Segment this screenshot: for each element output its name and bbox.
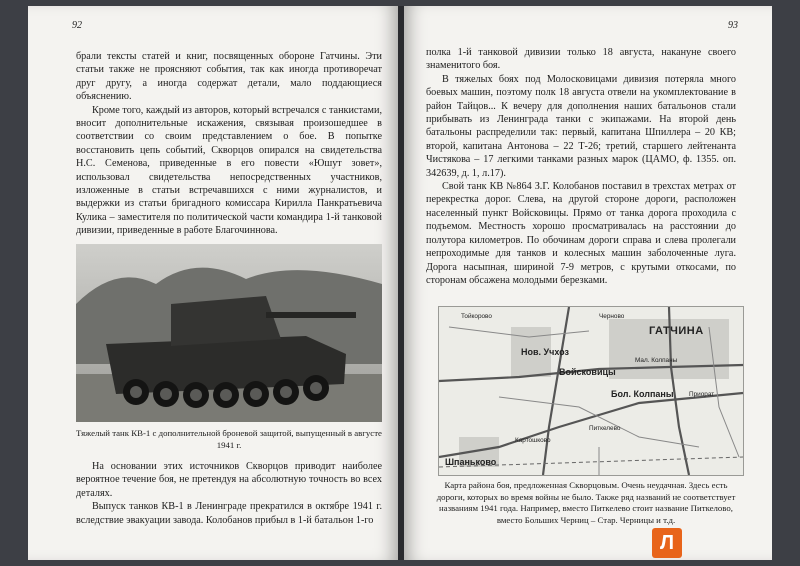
map-label-nov-uchkhoz: Нов. Учхоз <box>521 347 569 357</box>
paragraph: брали тексты статей и книг, посвященных обороне Гатчины. Эти статьи также не проясняют события, так как иногда противоречат друг другу, а иногда содержат детали, мало поддающиеся объяснению. <box>76 51 382 103</box>
map-label-shpankovo: Шпаньково <box>445 457 497 467</box>
map-label-chernovo: Черново <box>599 313 625 320</box>
right-text <box>426 46 736 287</box>
map-caption: Карта района боя, предложенная Скворцовым. Очень неудачная. Здесь есть дороги, которых во время войны не было. Также ряд названий не соответствует названиям 1941 года. Например, вместо Питкелево стоит название Питкелово, вместо Больших Черниц – Стар. Черницы и т.д. <box>436 480 736 525</box>
paragraph: Выпуск танков КВ-1 в Ленинграде прекратился в октябре 1941 г. вследствие эвакуации завода. Колобанов прибыл в 1-й батальон 1-го <box>76 501 382 526</box>
left-top-text <box>76 50 382 238</box>
paragraph: полка 1-й танковой дивизии только 18 августа, накануне своего знаменитого боя. <box>426 47 736 72</box>
left-bottom-text <box>76 460 382 527</box>
page-number: 92 <box>72 20 82 31</box>
photo-caption: Тяжелый танк КВ-1 с дополнительной броневой защитой, выпущенный в августе 1941 г. <box>76 428 382 450</box>
map-label-toikorovo: Тойкорово <box>461 313 492 320</box>
page-number: 93 <box>728 20 738 31</box>
map-label-pitkelevo: Питкелево <box>589 425 621 432</box>
paragraph: Кроме того, каждый из авторов, который встречался с танкистами, вносит дополнительные искажения, связывая произошедшее в соответствии со своим представлением о бое. В попытке восстановить цепь событий, Скворцов опирался на свидетельства Н.С. Семенова, приведенные в его повести «Юшут зовет», использовал свидетельства непосредственных участников, изложенные в статьи встречавшихся с ними журналистов, и выдержки из статьи бригадного комиссара Кирилла Панкратьевича Кулика – заместителя по политической части командира 1-й танковой дивизии, приведенные в работе Благочиннова. <box>76 104 382 237</box>
battle-map <box>438 306 744 476</box>
map-label-bol-kolpany: Бол. Колпаны <box>611 389 674 399</box>
map-label-voiskovitsy: Войсковицы <box>559 367 616 377</box>
publisher-logo: Л <box>652 528 682 558</box>
map-label-priorat: Приорат <box>689 391 715 398</box>
tank-photo <box>76 244 382 422</box>
right-page <box>404 6 772 560</box>
paragraph: На основании этих источников Скворцов приводит наиболее вероятное течение боя, не претендуя на абсолютную точность во всех деталях. <box>76 461 382 499</box>
paragraph: Свой танк КВ №864 З.Г. Колобанов поставил в трехстах метрах от перекрестка дорог. Слева, на другой стороне дороги, расположен населенный пункт Войсковицы. Прямо от танка дорога проходила с подъемом. Местность хорошо просматривалась на расстоянии до полутора километров. По обочинам дороги справа и слева пролегали непроходимые для танков и колесных машин заболоченные луга. Дорога насыпная, шириной 7-9 метров, с крутыми откосами, по сторонам обсажена молодыми березками. <box>426 181 736 286</box>
paragraph: В тяжелых боях под Молосковицами дивизия потеряла много боевых машин, поэтому полк 18 августа отвели на укомплектование в район Тайцов... К вечеру для дополнения наших батальонов стали прибывать из Ленинграда танки с экипажами. На второй день батальоны распределили так: первый, капитана Шпиллера – 20 КВ; второй, капитана Антонова – 22 Т-26; третий, старшего лейтенанта Чистякова – 17 легкими танками разных марок (ЦАМО, ф. 1355. оп. 342639, д. 1, л.17). <box>426 73 736 179</box>
map-label-mal-kolpany: Мал. Колпаны <box>635 357 678 364</box>
map-label-gatchina: ГАТЧИНА <box>649 325 704 337</box>
left-page <box>28 6 398 560</box>
map-label-kartoshkovo: Картошково <box>515 437 551 444</box>
